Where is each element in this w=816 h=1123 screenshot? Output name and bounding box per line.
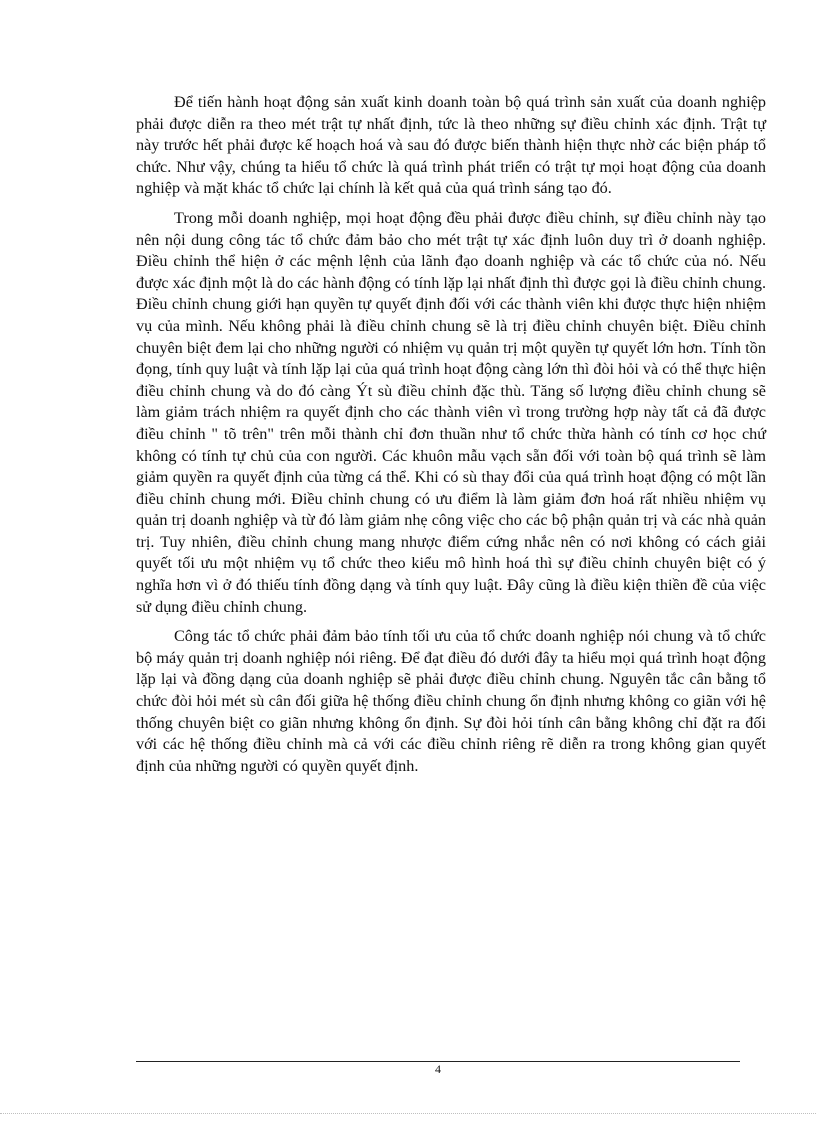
page-number: 4 bbox=[435, 1062, 441, 1076]
paragraph-3: Công tác tổ chức phải đảm bảo tính tối ưu của tổ chức doanh nghiệp nói chung và tổ chức bộ máy quản trị doanh nghiệp nói riêng. Để đạt điều đó dưới đây ta hiểu mọi quá trình hoạt động lặp lại và đồng dạng của doanh nghiệp sẽ phải được điều chỉnh chung. Nguyên tắc cân bằng tổ chức đòi hỏi mét sù cân đối giữa hệ thống điều chỉnh chung ổn định nhưng không co giãn với hệ thống chuyên biệt co giãn nhưng không ổn định. Sự đòi hỏi tính cân bằng không chỉ đặt ra đối với các hệ thống điều chỉnh mà cả với các điều chỉnh riêng rẽ diễn ra trong không gian quyết định của những người có quyền quyết định. bbox=[136, 627, 766, 775]
page-bottom-dotted-line bbox=[0, 1113, 816, 1114]
paragraph-2: Trong mỗi doanh nghiệp, mọi hoạt động đều phải được điều chỉnh, sự điều chỉnh này tạo nên nội dung công tác tổ chức đảm bảo cho mét trật tự xác định luôn duy trì ở doanh nghiệp. Điều chỉnh thể hiện ở các mệnh lệnh của lãnh đạo doanh nghiệp và các tổ chức của nó. Nếu được xác định một là do các hành động có tính lặp lại nhất định thì được gọi là điều chỉnh chung. Điều chỉnh chung giới hạn quyền tự quyết định đối với các thành viên khi được thực hiện nhiệm vụ của mình. Nếu không phải là điều chỉnh chung sẽ là trị điều chỉnh chuyên biệt. Điều chỉnh chuyên biệt đem lại cho những người có nhiệm vụ quản trị một quyền tự quyết lớn hơn. Tính tồn đọng, tính quy luật và tính lặp lại của quá trình hoạt động càng lớn thì đòi hỏi và có thể thực hiện điều chỉnh chung và do đó càng Ýt sù điều chỉnh đặc thù. Tăng số lượng điều chỉnh chung sẽ làm giảm trách nhiệm ra quyết định cho các thành viên vì trong trường hợp này tất cả đã được điều chỉnh " tõ trên" trên mỗi thành chỉ đơn thuần như tổ chức thừa hành có tính cơ học chứ không có tính tự chủ của con người. Các khuôn mẫu vạch sẵn đối với toàn bộ quá trình sẽ làm giảm quyền ra quyết định của từng cá thể. Khi có sù thay đổi của quá trình hoạt động có một lần điều chỉnh chung mới. Điều chỉnh chung có ưu điểm là làm giảm đơn hoá rất nhiều nhiệm vụ quản trị doanh nghiệp và từ đó làm giảm nhẹ công việc cho các bộ phận quản trị và các nhà quản trị. Tuy nhiên, điều chỉnh chung mang nhược điểm cứng nhắc nên có nơi không có cách giải quyết tối ưu một nhiệm vụ tổ chức theo kiểu mô hình hoá thì sự điều chỉnh chuyên biệt có ý nghĩa hơn vì ở đó thiếu tính đồng dạng và tính quy luật. Đây cũng là điều kiện thiền đề của việc sử dụng điều chỉnh chung. bbox=[136, 208, 766, 616]
paragraph-1: Để tiến hành hoạt động sản xuất kinh doanh toàn bộ quá trình sản xuất của doanh nghiệp phải được diễn ra theo mét trật tự nhất định, tức là theo những sự điều chỉnh xác định. Trật tự này trước hết phải được kế hoạch hoá và sau đó được biến thành hiện thực nhờ các biện pháp tổ chức. Như vậy, chúng ta hiểu tổ chức là quá trình phát triển có trật tự mọi hoạt động của doanh nghiệp và mặt khác tổ chức lại chính là kết quả của quá trình sáng tạo đó. bbox=[136, 93, 766, 198]
body-text bbox=[136, 92, 766, 785]
